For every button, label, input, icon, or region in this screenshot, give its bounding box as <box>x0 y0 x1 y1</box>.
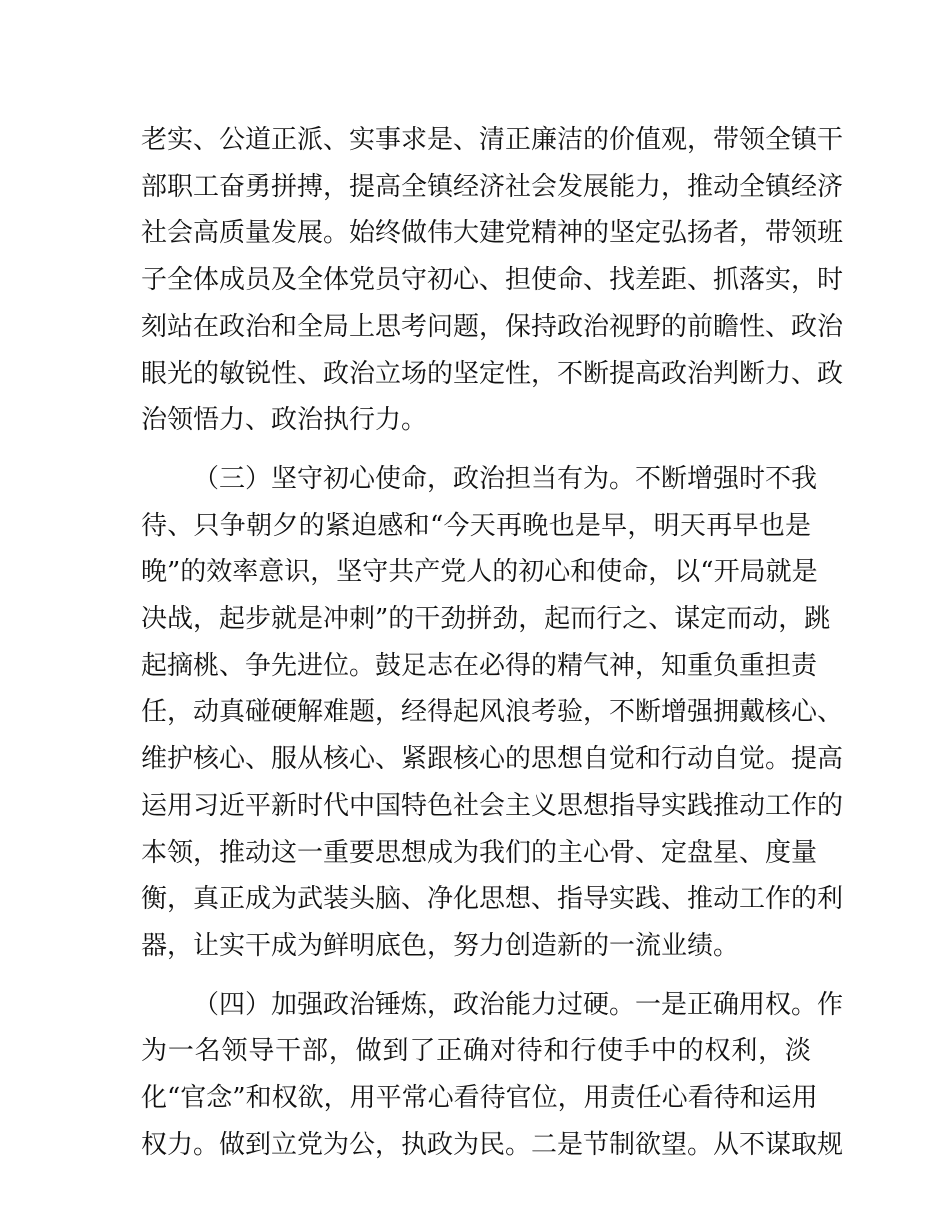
paragraph-section-three <box>141 456 844 970</box>
text-line: 本领，推动这一重要思想成为我们的主心骨、定盘星、度量 <box>141 837 818 868</box>
text-line: 治领悟力、政治执行力。 <box>141 405 428 436</box>
text-line: 任，动真碰硬解难题，经得起风浪考验，不断增强拥戴核心、 <box>141 697 844 728</box>
text-line: （四）加强政治锤炼，政治能力过硬。一是正确用权。作 <box>193 989 844 1020</box>
document-body <box>141 117 844 1168</box>
text-line: 决战，起步就是冲刺”的干劲拼劲，起而行之、谋定而动，跳 <box>141 604 831 635</box>
text-line: 子全体成员及全体党员守初心、担使命、找差距、抓落实，时 <box>141 265 844 296</box>
text-line: 化“官念”和权欲，用平常心看待官位，用责任心看待和运用 <box>141 1083 818 1114</box>
text-line: （三）坚守初心使命，政治担当有为。不断增强时不我 <box>193 463 818 494</box>
text-line: 社会高质量发展。始终做伟大建党精神的坚定弘扬者，带领班 <box>141 218 844 249</box>
text-line: 部职工奋勇拼搏，提高全镇经济社会发展能力，推动全镇经济 <box>141 171 844 202</box>
text-line: 起摘桃、争先进位。鼓足志在必得的精气神，知重负重担责 <box>141 650 818 681</box>
text-line: 衡，真正成为武装头脑、净化思想、指导实践、推动工作的利 <box>141 884 844 915</box>
text-line: 权力。做到立党为公，执政为民。二是节制欲望。从不谋取规 <box>141 1129 844 1160</box>
text-line: 老实、公道正派、实事求是、清正廉洁的价值观，带领全镇干 <box>141 125 844 155</box>
paragraph-section-four <box>141 982 844 1169</box>
text-line: 晚”的效率意识，坚守共产党人的初心和使命，以“开局就是 <box>141 557 818 588</box>
text-line: 为一名领导干部，做到了正确对待和行使手中的权利，淡 <box>141 1036 811 1067</box>
text-line: 维护核心、服从核心、紧跟核心的思想自觉和行动自觉。提高 <box>141 744 844 775</box>
paragraph-values <box>141 117 844 444</box>
text-line: 眼光的敏锐性、政治立场的坚定性，不断提高政治判断力、政 <box>141 358 844 389</box>
text-line: 待、只争朝夕的紧迫感和“今天再晚也是早，明天再早也是 <box>141 510 811 541</box>
text-line: 运用习近平新时代中国特色社会主义思想指导实践推动工作的 <box>141 790 844 821</box>
text-line: 器，让实干成为鲜明底色，努力创造新的一流业绩。 <box>141 930 740 961</box>
text-line: 刻站在政治和全局上思考问题，保持政治视野的前瞻性、政治 <box>141 311 844 342</box>
